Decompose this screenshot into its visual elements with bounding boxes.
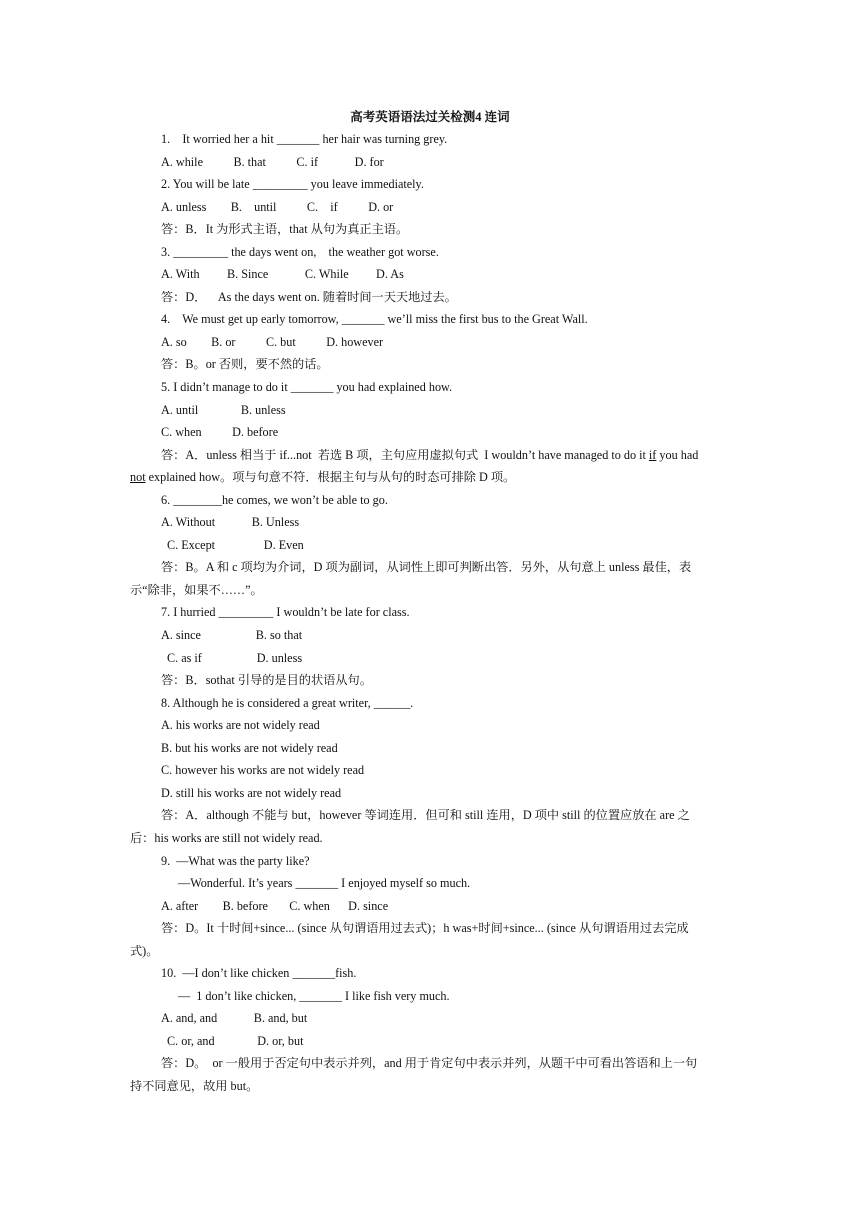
answer-5-underlined-not: not (130, 470, 146, 485)
question-8: 8. Although he is considered a great writer, ______. (161, 695, 414, 710)
question-1: 1. It worried her a hit _______ her hair was turning grey. (161, 132, 448, 146)
answer-5-line2 (130, 466, 732, 489)
question-7: 7. I hurried _________ I wouldn’t be late for class. (161, 605, 410, 620)
question-2-options: A. unless B. until C. if D. or (161, 199, 394, 214)
answer-3: 答：D． As the days went on. 随着时间一天天地过去。 (161, 289, 457, 304)
question-1-options: A. while B. that C. if D. for (161, 154, 384, 169)
page-title: 高考英语语法过关检测4 连词 (350, 110, 510, 124)
question-2: 2. You will be late _________ you leave immediately. (161, 177, 424, 192)
answer-10-line1: 答：D。 or 一般用于否定句中表示并列，and 用于肯定句中表示并列，从题干中可看出答语和上一句 (161, 1056, 698, 1071)
answer-10-line2: 持不同意见，故用 but。 (130, 1078, 259, 1093)
question-8-option-b: B. but his works are not widely read (161, 740, 338, 755)
question-7-options-row1: A. since B. so that (161, 628, 303, 643)
answer-6-line2: 示“除非，如果不……”。 (130, 582, 263, 597)
question-6-options-row2: C. Except D. Even (167, 537, 304, 552)
question-8-option-a: A. his works are not widely read (161, 718, 320, 733)
question-7-options-row2: C. as if D. unless (167, 650, 303, 665)
question-6: 6. ________he comes, we won’t be able to go. (161, 492, 388, 507)
answer-9-line1: 答：D。It 十时间+since... (since 从句谓语用过去式)；h was+时间+since... (since 从句谓语用过去完成 (161, 921, 689, 936)
question-3-options: A. With B. Since C. While D. As (161, 267, 404, 282)
question-4: 4. We must get up early tomorrow, _______ we’ll miss the first bus to the Great Wall. (161, 312, 588, 327)
question-9-line1: 9. —What was the party like? (161, 853, 310, 868)
answer-8-line2: 后：his works are still not widely read. (130, 830, 323, 845)
answer-2: 答：B．It 为形式主语，that 从句为真正主语。 (161, 222, 409, 237)
answer-5-text-c: explained how。项与句意不符．根据主句与从句的时态可排除 D 项。 (145, 470, 516, 485)
question-10-line2: — 1 don’t like chicken, _______ I like fish very much. (178, 988, 450, 1003)
question-10-options-row1: A. and, and B. and, but (161, 1011, 308, 1026)
question-10-line1: 10. —I don’t like chicken _______fish. (161, 966, 357, 981)
question-6-options-row1: A. Without B. Unless (161, 515, 300, 530)
answer-4: 答：B。or 否则，要不然的话。 (161, 357, 329, 372)
question-5: 5. I didn’t manage to do it _______ you had explained how. (161, 380, 453, 395)
question-8-option-c: C. however his works are not widely read (161, 763, 365, 778)
answer-5-text-b: you had (656, 447, 699, 462)
question-10-options-row2: C. or, and D. or, but (167, 1033, 304, 1048)
question-8-option-d: D. still his works are not widely read (161, 785, 342, 800)
answer-9-line2: 式)。 (130, 943, 159, 958)
question-5-options-row2: C. when D. before (161, 425, 279, 440)
answer-6-line1: 答：B。A 和 c 项均为介词，D 项为副词，从词性上即可判断出答．另外，从句意上 unless 最佳，表 (161, 560, 692, 575)
document-body (130, 128, 732, 1098)
answer-8-line1: 答：A．although 不能与 but，however 等词连用．但可和 still 连用，D 项中 still 的位置应放在 are 之 (161, 808, 690, 823)
question-4-options: A. so B. or C. but D. however (161, 334, 384, 349)
question-9-line2: —Wonderful. It’s years _______ I enjoyed myself so much. (178, 876, 471, 891)
answer-5-text-a: 答：A．unless 相当于 if...not 若选 B 项，主句应用虚拟句式 I wouldn’t have managed to do it (161, 447, 649, 462)
question-5-options-row1: A. until B. unless (161, 402, 286, 417)
question-9-options: A. after B. before C. when D. since (161, 898, 389, 913)
answer-5-line1 (130, 444, 732, 467)
question-3: 3. _________ the days went on, the weather got worse. (161, 244, 439, 259)
answer-5-underlined-if: if (648, 447, 657, 462)
answer-7: 答：B．sothat 引导的是目的状语从句。 (161, 673, 372, 688)
